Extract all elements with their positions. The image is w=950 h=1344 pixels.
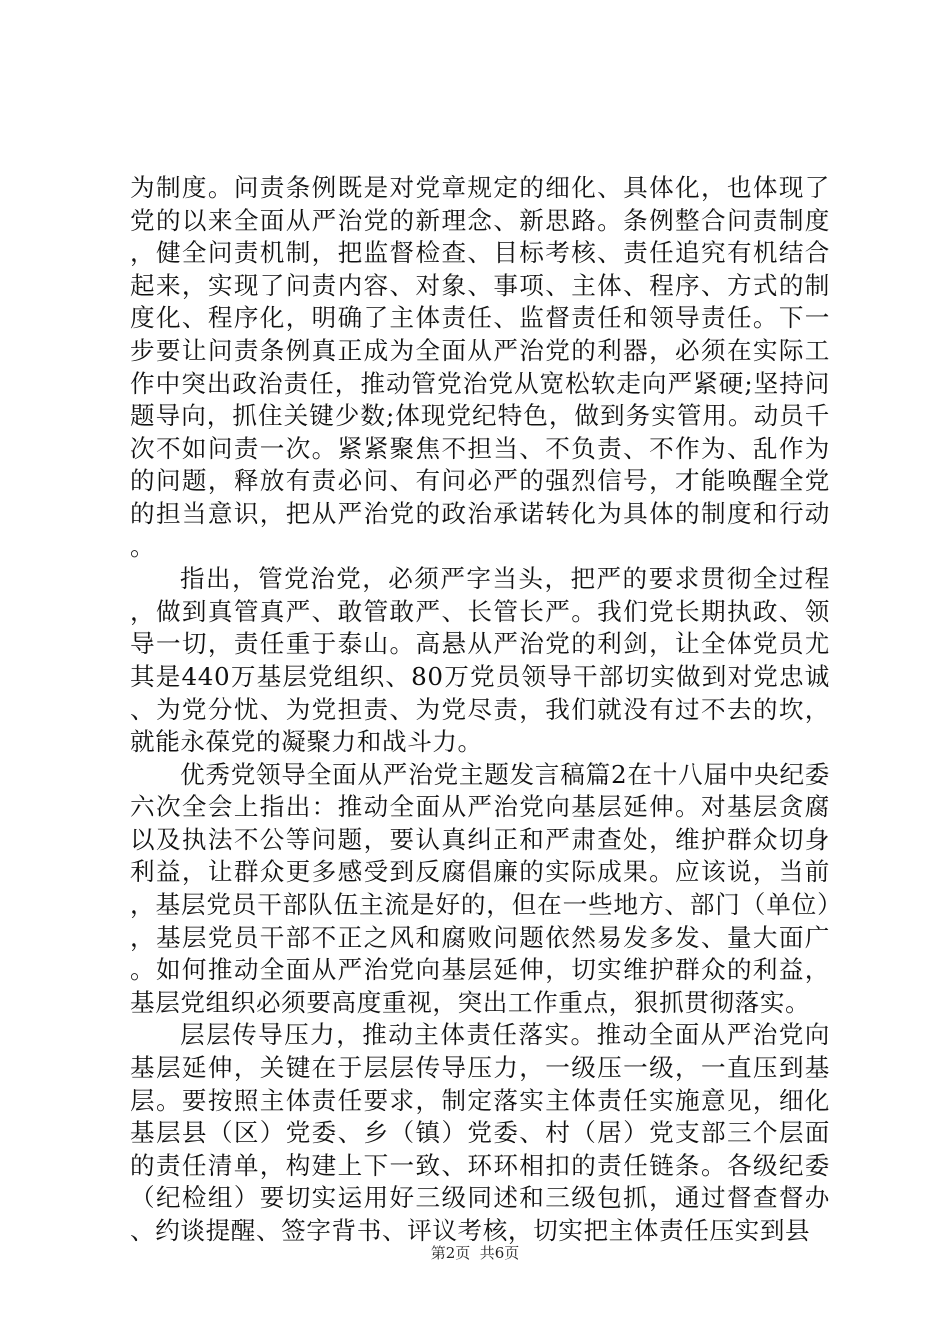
paragraph-4: 层层传导压力，推动主体责任落实。推动全面从严治党向基层延伸，关键在于层层传导压力，一级压一级，一直压到基层。要按照主体责任要求，制定落实主体责任实施意见，细化基层县（区）党委、乡（镇）党委、村（居）党支部三个层面的责任清单，构建上下一致、环环相扣的责任链条。各级纪委（纪检组）要切实运用好三级同述和三级包抓，通过督查督办、约谈提醒、签字背书、评议考核，切实把主体责任压实到县 [130, 1020, 830, 1245]
paragraph-1: 为制度。问责条例既是对党章规定的细化、具体化，也体现了党的以来全面从严治党的新理念、新思路。条例整合问责制度，健全问责机制，把监督检查、目标考核、责任追究有机结合起来，实现了问责内容、对象、事项、主体、程序、方式的制度化、程序化，明确了主体责任、监督责任和领导责任。下一步要让问责条例真正成为全面从严治党的利器，必须在实际工作中突出政治责任，推动管党治党从宽松软走向严紧硬;坚持问题导向，抓住关键少数;体现党纪特色，做到务实管用。动员千次不如问责一次。紧紧聚焦不担当、不负责、不作为、乱作为的问题，释放有责必问、有问必严的强烈信号，才能唤醒全党的担当意识，把从严治党的政治承诺转化为具体的制度和行动。 [130, 173, 830, 561]
paragraph-2: 指出，管党治党，必须严字当头，把严的要求贯彻全过程，做到真管真严、敢管敢严、长管长严。我们党长期执政、领导一切，责任重于泰山。高悬从严治党的利剑，让全体党员尤其是440万基层党组织、80万党员领导干部切实做到对党忠诚、为党分忧、为党担责、为党尽责，我们就没有过不去的坎，就能永葆党的凝聚力和战斗力。 [130, 564, 830, 757]
document-body [130, 172, 830, 1248]
paragraph-3: 优秀党领导全面从严治党主题发言稿篇2在十八届中央纪委六次全会上指出：推动全面从严治党向基层延伸。对基层贪腐以及执法不公等问题，要认真纠正和严肃查处，维护群众切身利益，让群众更多感受到反腐倡廉的实际成果。应该说，当前，基层党员干部队伍主流是好的，但在一些地方、部门（单位），基层党员干部不正之风和腐败问题依然易发多发、量大面广。如何推动全面从严治党向基层延伸，切实维护群众的利益，基层党组织必须要高度重视，突出工作重点，狠抓贯彻落实。 [130, 759, 830, 1017]
page-number-footer: 第2页 共6页 [430, 1244, 520, 1262]
